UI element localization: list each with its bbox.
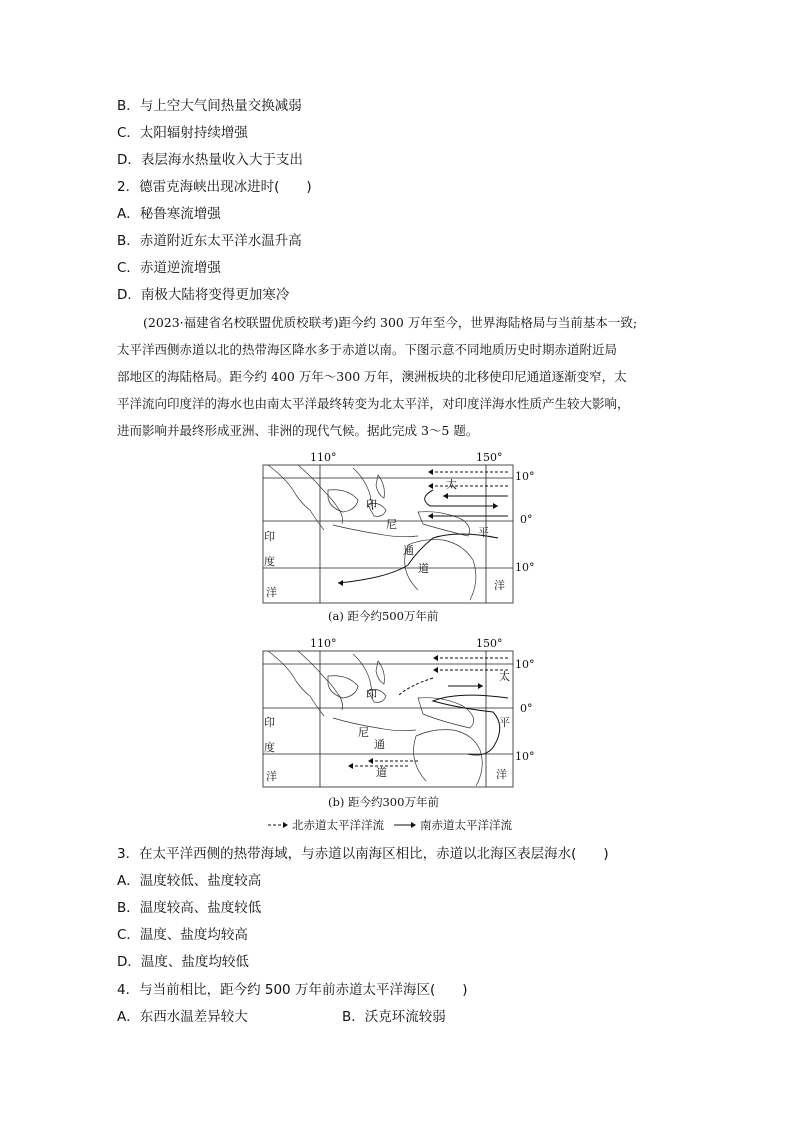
q2-option-b: B．赤道附近东太平洋水温升高	[117, 233, 302, 249]
map-b-label-yin-indonesia: 印	[366, 688, 377, 701]
map-b-label-yang: 洋	[266, 770, 277, 783]
legend-north-label: 北赤道太平洋洋流	[292, 818, 384, 832]
map-a-lon-150: 150°	[476, 451, 503, 464]
map-a-lat-0: 0°	[520, 513, 533, 526]
map-a-lat-10s: 10°	[515, 561, 535, 574]
map-a-label-yang-right: 洋	[494, 579, 505, 592]
map-b	[258, 636, 538, 792]
passage-line-2: 太平洋西侧赤道以北的热带海区降水多于赤道以南。下图示意不同地质历史时期赤道附近局	[117, 342, 618, 357]
q2-option-a: A．秘鲁寒流增强	[117, 206, 221, 222]
passage-line-5: 进而影响并最终形成亚洲、非洲的现代气候。据此完成 3～5 题。	[117, 423, 479, 438]
q2-option-c: C．赤道逆流增强	[117, 260, 221, 276]
passage-line-3: 部地区的海陆格局。距今约 400 万年～300 万年，澳洲板块的北移使印尼通道逐渐变窄，太	[117, 369, 627, 384]
passage-line-1: (2023·福建省名校联盟优质校联考)距今约 300 万年至今，世界海陆格局与当前基本一致;	[143, 315, 638, 330]
q4-stem: 4．与当前相比，距今约 500 万年前赤道太平洋海区( )	[117, 982, 468, 998]
map-a-label-yang: 洋	[266, 586, 277, 599]
map-a-label-tong: 通	[403, 544, 414, 557]
q4-option-b: B．沃克环流较弱	[342, 1009, 446, 1025]
map-b-label-dao: 道	[376, 766, 387, 779]
map-a-lat-10n: 10°	[515, 470, 535, 483]
passage-line-4: 平洋流向印度洋的海水也由南太平洋最终转变为北太平洋，对印度洋海水性质产生较大影响，	[117, 396, 630, 411]
map-b-lat-10s: 10°	[515, 750, 535, 763]
passage	[117, 309, 677, 444]
q3-stem: 3．在太平洋西侧的热带海域，与赤道以南海区相比，赤道以北海区表层海水( )	[117, 846, 609, 862]
map-b-label-tai: 太	[499, 670, 510, 683]
map-b-label-ni: 尼	[358, 726, 369, 739]
q3-option-d: D．温度、盐度均较低	[117, 954, 249, 970]
map-a-label-ni: 尼	[386, 518, 397, 531]
map-a-label-du: 度	[264, 555, 275, 568]
q4-option-a: A．东西水温差异较大	[117, 1009, 248, 1025]
map-b-label-yang-right: 洋	[496, 768, 507, 781]
map-a-lon-110: 110°	[310, 451, 337, 464]
dashed-arrow-icon	[268, 821, 288, 829]
map-b-label-tong: 通	[374, 738, 385, 751]
map-b-lat-10n: 10°	[515, 658, 535, 671]
map-a-label-yin-indonesia: 印	[366, 498, 377, 511]
q1-option-b: B．与上空大气间热量交换减弱	[117, 98, 302, 114]
q1-option-c: C．太阳辐射持续增强	[117, 125, 248, 141]
map-b-lon-110: 110°	[310, 637, 337, 650]
q2-stem: 2．德雷克海峡出现冰进时( )	[117, 179, 312, 195]
map-b-lat-0: 0°	[520, 702, 533, 715]
map-a-label-yin: 印	[264, 530, 275, 543]
map-b-caption: (b) 距今约300万年前	[328, 795, 439, 809]
solid-arrow-icon	[394, 821, 416, 829]
map-legend	[268, 817, 512, 833]
map-a-label-tai: 太	[446, 478, 457, 491]
map-b-label-ping: 平	[499, 716, 510, 729]
map-a-label-dao: 道	[418, 562, 429, 575]
map-b-label-du: 度	[264, 741, 275, 754]
map-a-label-ping: 平	[478, 526, 489, 539]
map-a	[258, 450, 538, 606]
q2-option-d: D．南极大陆将变得更加寒冷	[117, 287, 290, 303]
legend-south-label: 南赤道太平洋洋流	[420, 818, 512, 832]
q3-option-b: B．温度较高、盐度较低	[117, 900, 262, 916]
q3-option-c: C．温度、盐度均较高	[117, 927, 248, 943]
map-b-label-yin: 印	[264, 716, 275, 729]
map-a-caption: (a) 距今约500万年前	[328, 609, 439, 623]
q3-option-a: A．温度较低、盐度较高	[117, 873, 262, 889]
q1-option-d: D．表层海水热量收入大于支出	[117, 152, 303, 168]
map-b-lon-150: 150°	[476, 637, 503, 650]
